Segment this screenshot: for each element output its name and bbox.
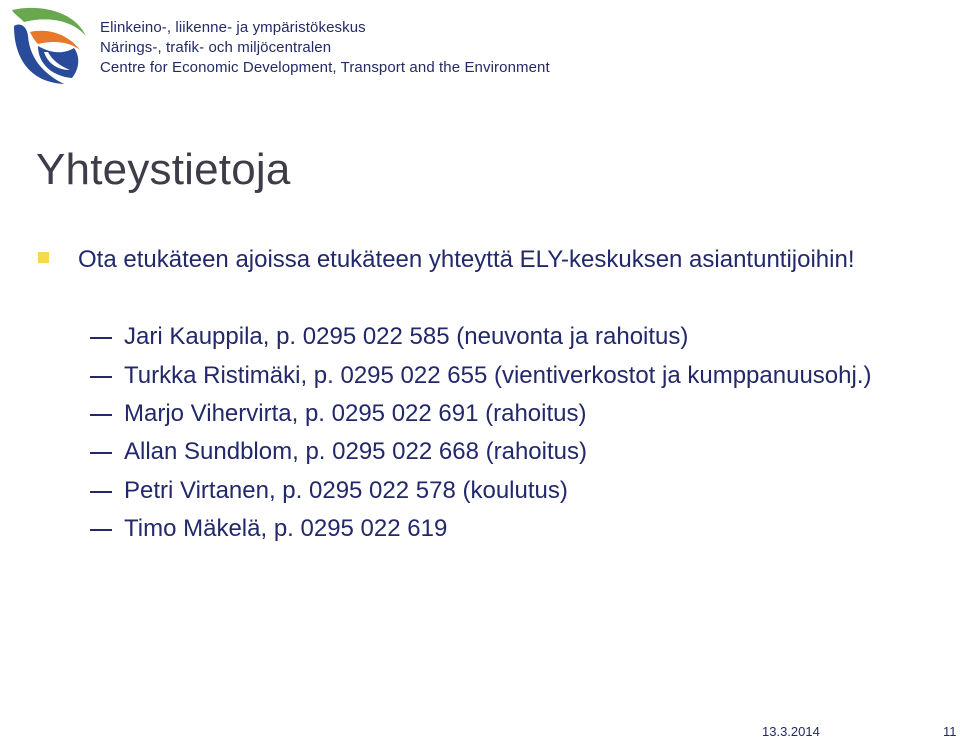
page-number: 11 [943, 724, 957, 739]
dash-bullet-icon [90, 414, 112, 416]
org-name-swedish: Närings-, trafik- och miljöcentralen [100, 39, 332, 56]
contact-text: Petri Virtanen, p. 0295 022 578 (koulutus) [124, 476, 568, 504]
dash-bullet-icon [90, 491, 112, 493]
dash-bullet-icon [90, 529, 112, 531]
contact-text: Timo Mäkelä, p. 0295 022 619 [124, 515, 448, 543]
list-item [90, 356, 871, 394]
slide-header [8, 6, 568, 90]
contact-text: Turkka Ristimäki, p. 0295 022 655 (vientiverkostot ja kumppanuusohj.) [124, 361, 872, 389]
contact-text: Jari Kauppila, p. 0295 022 585 (neuvonta ja rahoitus) [124, 323, 689, 351]
list-item [90, 472, 871, 510]
dash-bullet-icon [90, 452, 112, 454]
organization-names [100, 18, 550, 78]
list-item [90, 395, 871, 433]
square-bullet-icon [38, 252, 49, 263]
lead-bullet [38, 246, 855, 274]
slide-title: Yhteystietoja [36, 145, 291, 194]
org-name-finnish: Elinkeino-, liikenne- ja ympäristökeskus [100, 19, 366, 36]
org-name-english: Centre for Economic Development, Transport and the Environment [100, 59, 550, 76]
list-item [90, 318, 871, 356]
contact-text: Marjo Vihervirta, p. 0295 022 691 (rahoitus) [124, 399, 587, 427]
contact-list [90, 318, 871, 548]
list-item [90, 433, 871, 471]
list-item [90, 510, 871, 548]
dash-bullet-icon [90, 337, 112, 339]
ely-leaf-logo-icon [8, 6, 88, 86]
dash-bullet-icon [90, 376, 112, 378]
footer-date: 13.3.2014 [762, 724, 820, 739]
contact-text: Allan Sundblom, p. 0295 022 668 (rahoitus) [124, 438, 587, 466]
lead-text: Ota etukäteen ajoissa etukäteen yhteyttä ELY-keskuksen asiantuntijoihin! [78, 246, 855, 273]
